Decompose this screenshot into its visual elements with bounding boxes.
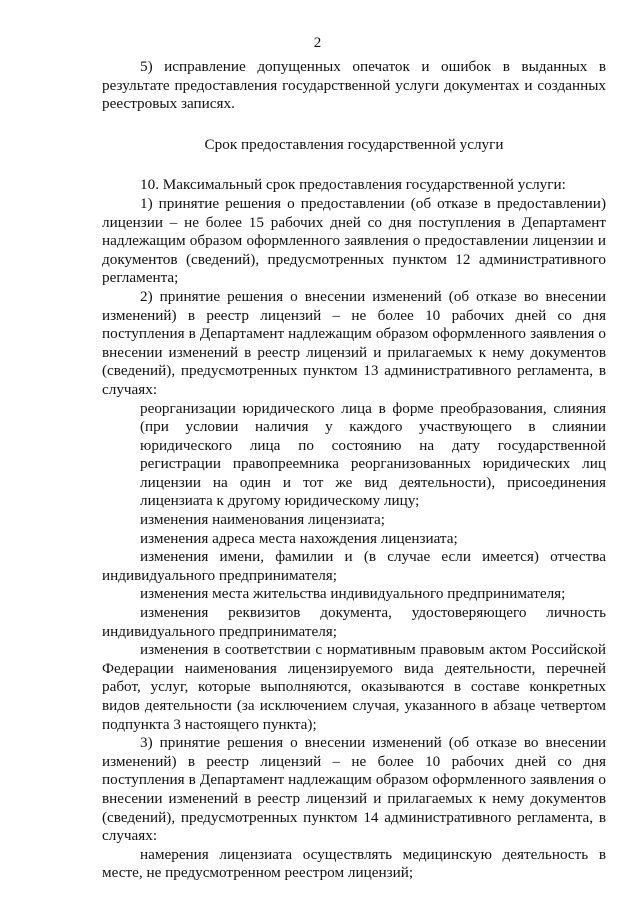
paragraph-10-1: 1) принятие решения о предоставлении (об отказе в предоставлении) лицензии – не более 15 рабочих дней со дня поступления в Департамент надлежащим образом оформленного заявления о предоставлении лицензии и документов (сведений), предусмотренных пунктом 12 административного регламента; bbox=[102, 194, 606, 287]
case-person-name-change: изменения имени, фамилии и (в случае если имеется) отчества индивидуального предпринимателя; bbox=[102, 548, 606, 584]
paragraph-item-5: 5) исправление допущенных опечаток и ошибок в выданных в результате предоставления государственной услуги документах и созданных реестровых записях. bbox=[102, 58, 606, 113]
case-residence-change: изменения места жительства индивидуального предпринимателя; bbox=[140, 585, 566, 603]
section-title: Срок предоставления государственной услуги bbox=[204, 135, 504, 153]
page-number: 2 bbox=[313, 35, 322, 51]
case-address-change: изменения адреса места нахождения лицензиата; bbox=[140, 529, 458, 547]
paragraph-10: 10. Максимальный срок предоставления государственной услуги: bbox=[140, 176, 566, 194]
case-name-change: изменения наименования лицензиата; bbox=[140, 511, 385, 529]
case-activity-name-change: изменения в соответствии с нормативным правовым актом Российской Федерации наименования лицензируемого вида деятельности, перечней работ, услуг, которые выполняются, оказываются в составе конкретных видов деятельности (за исключением случая, указанного в абзаце четвертом подпункта 3 настоящего пункта); bbox=[102, 641, 606, 733]
case-id-document-change: изменения реквизитов документа, удостоверяющего личность индивидуального предпринимателя; bbox=[102, 604, 606, 640]
paragraph-10-2: 2) принятие решения о внесении изменений (об отказе во внесении изменений) в реестр лицензий – не более 10 рабочих дней со дня поступления в Департамент надлежащим образом оформленного заявления о внесении изменений в реестр лицензий и прилагаемых к нему документов (сведений), предусмотренных пунктом 13 административного регламента, в случаях: bbox=[102, 287, 606, 398]
document-body bbox=[102, 58, 606, 883]
paragraph-10-3: 3) принятие решения о внесении изменений (об отказе во внесении изменений) в реестр лицензий – не более 10 рабочих дней со дня поступления в Департамент надлежащим образом оформленного заявления о внесении изменений в реестр лицензий и прилагаемых к нему документов (сведений), предусмотренных пунктом 14 административного регламента, в случаях: bbox=[102, 734, 606, 845]
case-new-location: намерения лицензиата осуществлять медицинскую деятельность в месте, не предусмотренном реестром лицензий; bbox=[102, 845, 606, 882]
case-reorganization: реорганизации юридического лица в форме преобразования, слияния (при условии наличия у каждого участвующего в слиянии юридического лица по состоянию на дату государственной регистрации правопреемника реорганизованных юридических лиц лицензии на один и тот же вид деятельности), присоединения лицензиата к другому юридическому лицу; bbox=[140, 399, 606, 510]
